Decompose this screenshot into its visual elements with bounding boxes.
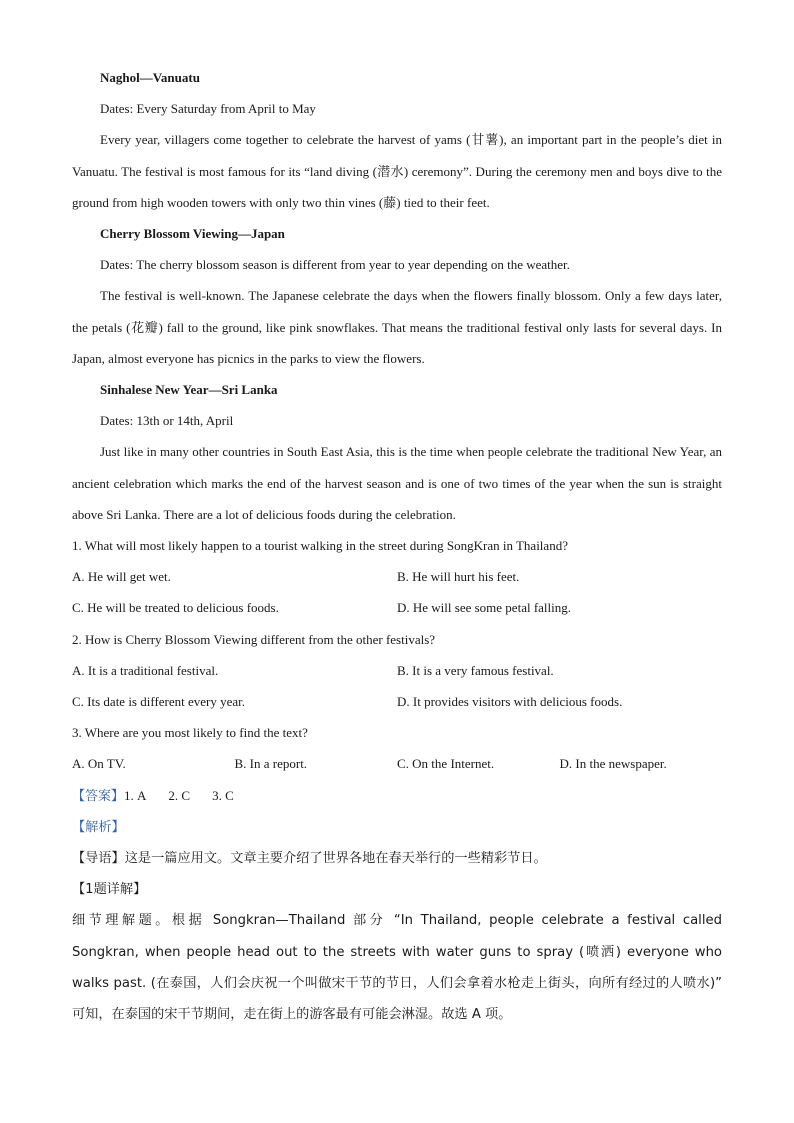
option-a: A. He will get wet. — [72, 569, 171, 585]
answer-label: 【答案】 — [72, 788, 125, 804]
section-dates: Dates: Every Saturday from April to May — [100, 101, 316, 117]
section-text: The festival is well-known. The Japanese celebrate the days when the flowers finally blossom. Only a few days later, the petals (花瓣) fall to the ground, like pink snowflakes. That means the traditional festival only lasts for several days. In Japan, almost everyone has picnics in the parks to view the flowers. — [72, 288, 722, 366]
option-a: A. It is a traditional festival. — [72, 662, 219, 678]
section-dates: Dates: The cherry blossom season is different from year to year depending on the weather. — [100, 257, 570, 273]
option-b: B. In a report. — [234, 756, 308, 772]
guide-label: 【导语】 — [72, 851, 125, 867]
question-options — [72, 686, 722, 717]
question-stem: 1. What will most likely happen to a tourist walking in the street during SongKran in Thailand? — [72, 538, 568, 554]
question-stem: 2. How is Cherry Blossom Viewing different from the other festivals? — [72, 631, 436, 647]
answer-row — [72, 780, 722, 812]
question-stem: 3. Where are you most likely to find the text? — [72, 725, 308, 741]
section-heading: Sinhalese New Year—Sri Lanka — [100, 382, 278, 398]
answer-item: 2. C — [168, 787, 191, 803]
option-c: C. Its date is different every year. — [72, 694, 246, 710]
section-heading: Cherry Blossom Viewing—Japan — [100, 226, 285, 242]
section-dates: Dates: 13th or 14th, April — [100, 413, 234, 429]
option-d: D. It provides visitors with delicious foods. — [397, 694, 623, 710]
section-text: Every year, villagers come together to celebrate the harvest of yams (甘薯), an important part in the people’s diet in Vanuatu. The festival is most famous for its “land diving (潜水) ceremony”. During the ceremony men and boys dive to the ground from high wooden towers with only two thin vines (藤) tied to their feet. — [72, 132, 722, 210]
question-options — [72, 561, 722, 592]
option-d: D. He will see some petal falling. — [397, 600, 572, 616]
analysis-label: 【解析】 — [72, 819, 125, 835]
option-a: A. On TV. — [72, 756, 126, 772]
detail-text: 细节理解题。根据 Songkran—Thailand 部分 “In Thailand, people celebrate a festival called Songkran, when people head out to the streets with water guns to spray (喷洒) everyone who walks past. (在泰国，人们会庆祝一个叫做宋干节的节日，人们会拿着水枪走上街头，向所有经过的人喷水)” 可知，在泰国的宋干节期间，走在街上的游客最有可能会淋湿。故选 A 项。 — [72, 913, 722, 1023]
question-options — [72, 655, 722, 686]
guide-paragraph — [72, 843, 722, 874]
option-d: D. In the newspaper. — [559, 756, 667, 772]
detail-label: 【1题详解】 — [72, 882, 147, 898]
option-b: B. It is a very famous festival. — [397, 662, 554, 678]
answer-item: 3. C — [212, 787, 234, 803]
option-c: C. He will be treated to delicious foods. — [72, 600, 279, 616]
option-c: C. On the Internet. — [397, 756, 495, 772]
option-b: B. He will hurt his feet. — [397, 569, 520, 585]
answer-item: 1. A — [124, 787, 147, 803]
question-options — [72, 748, 722, 779]
guide-text: 这是一篇应用文。文章主要介绍了世界各地在春天举行的一些精彩节日。 — [124, 851, 547, 867]
section-text: Just like in many other countries in South East Asia, this is the time when people celebrate the traditional New Year, an ancient celebration which marks the end of the harvest season and is one of two times of the year when the sun is straight above Sri Lanka. There are a lot of delicious foods during the celebration. — [72, 444, 722, 522]
question-options — [72, 592, 722, 623]
section-heading: Naghol—Vanuatu — [100, 70, 200, 85]
